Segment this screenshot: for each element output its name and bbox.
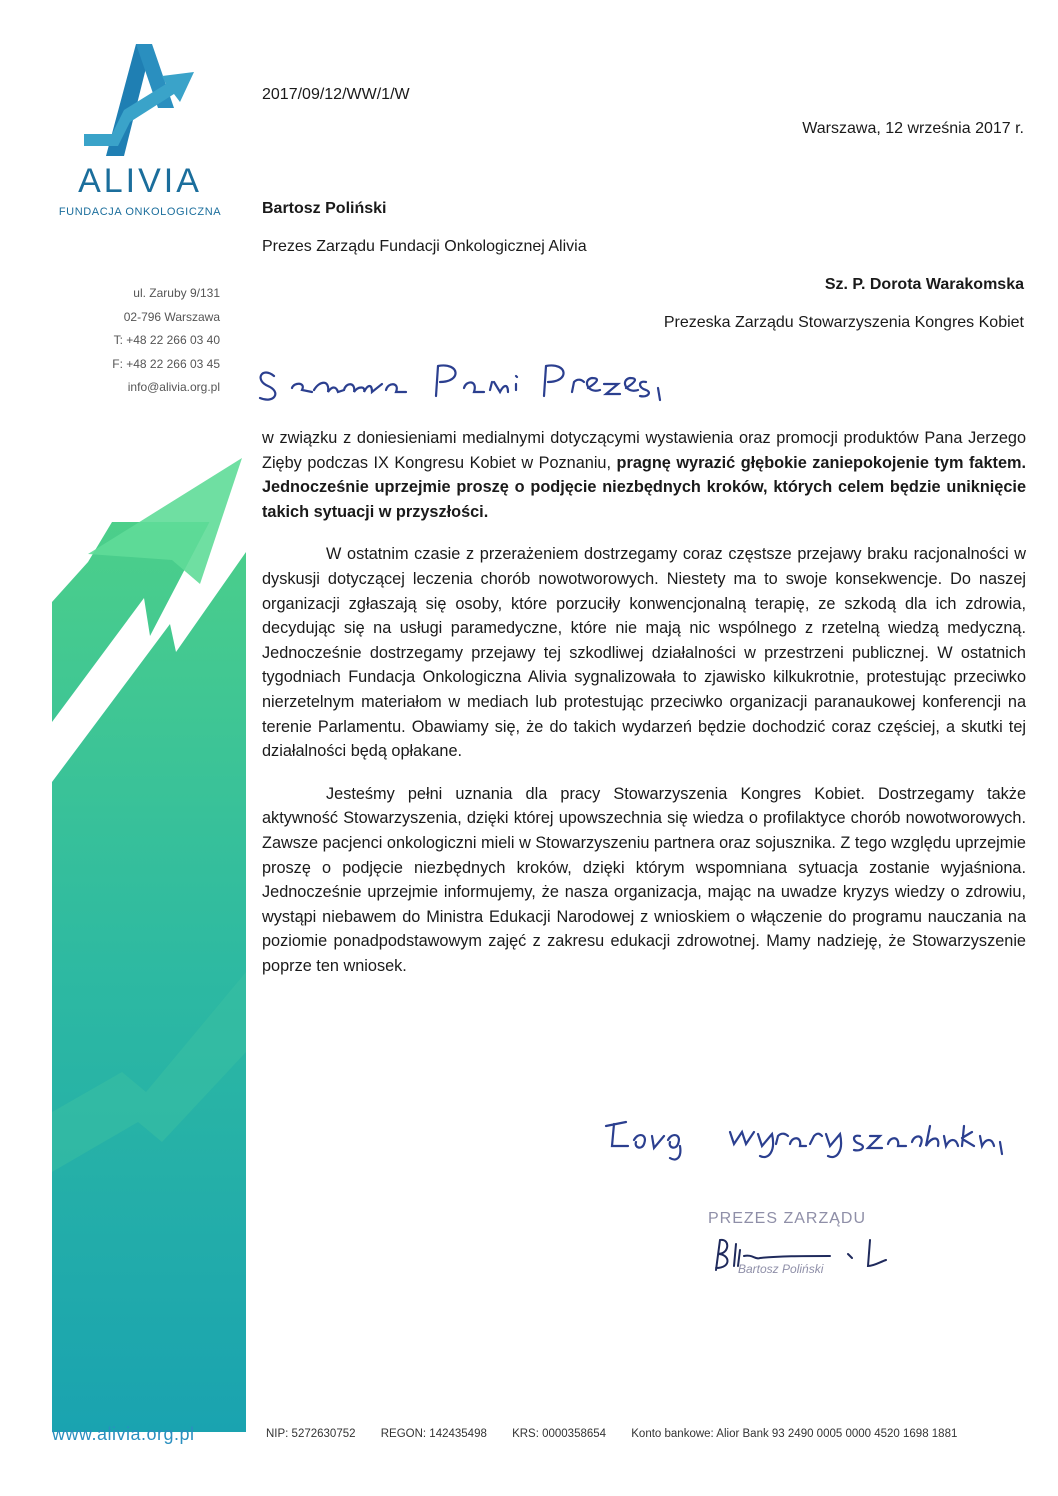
address-phone: T: +48 22 266 03 40 (113, 333, 220, 347)
paragraph-1 (262, 426, 1026, 524)
paragraph-1-bold: pragnę wyrazić głębokie zaniepokojenie tym faktem. Jednocześnie uprzejmie proszę o podjęcie niezbędnych kroków, których celem będzie uniknięcie takich sytuacji w przyszłości. (262, 453, 1026, 521)
footer-regon: REGON: 142435498 (380, 1428, 487, 1440)
address-fax: F: +48 22 266 03 45 (112, 356, 220, 371)
brand-subtitle: FUNDACJA ONKOLOGICZNA (58, 206, 222, 218)
footer-krs: KRS: 0000358654 (512, 1428, 607, 1440)
stamp-title: PREZES ZARZĄDU (708, 1210, 867, 1227)
address-block (112, 282, 220, 400)
letter-body (262, 426, 1026, 996)
recipient-name: Sz. P. Dorota Warakomska (824, 276, 1024, 293)
letter-date: Warszawa, 12 września 2017 r. (802, 120, 1024, 137)
sender-role: Prezes Zarządu Fundacji Onkologicznej Alivia (262, 238, 587, 255)
address-email[interactable]: info@alivia.org.pl (127, 380, 220, 394)
paragraph-3: Jesteśmy pełni uznania dla pracy Stowarzyszenia Kongres Kobiet. Dostrzegamy także aktywność Stowarzyszenia, dzięki której upowszechnia się wiedza o profilaktyce chorób nowotworowych. Zawsze pacjenci onkologiczni mieli w Stowarzyszeniu partnera oraz sojusznika. Z tego względu uprzejmie proszę o podjęcie niezbędnych kroków, dzięki którym wspomniana sytuacja zostanie wyjaśniona. Jednocześnie uprzejmie informujemy, że nasza organizacja, mając na uwadze kryzys wiedzy o zdrowiu, wystąpi niebawem do Ministra Edukacji Narodowej z wnioskiem o włączenie do programu nauczania na poziomie ponadpodstawowym zajęć z zakresu edukacji zdrowotnej. Mamy nadzieję, że Stowarzyszenie poprze ten wniosek. (262, 784, 1026, 975)
footer (266, 1428, 979, 1440)
footer-nip: NIP: 5272630752 (266, 1428, 356, 1440)
handwritten-closing (600, 1106, 1010, 1166)
address-street: ul. Zaruby 9/131 (133, 286, 220, 300)
stamp-name: Bartosz Poliński (738, 1262, 824, 1276)
sender-name: Bartosz Poliński (262, 200, 387, 217)
address-city: 02-796 Warszawa (123, 309, 220, 324)
brand-name: ALIVIA (78, 162, 202, 200)
reference-number: 2017/09/12/WW/1/W (262, 86, 410, 103)
alivia-logo-icon (54, 38, 224, 158)
handwritten-greeting (254, 352, 694, 412)
paragraph-1-text: w związku z doniesieniami medialnymi dotyczącymi wystawienia oraz promocji produktów Pana Jerzego Zięby podczas IX Kongresu Kobiet w Poznaniu, (262, 429, 1026, 472)
decorative-stripe-arrows (52, 452, 246, 1432)
website-link[interactable]: www.alivia.org.pl (52, 1424, 195, 1444)
paragraph-2: W ostatnim czasie z przerażeniem dostrzegamy coraz częstsze przejawy braku racjonalności w dyskusji dotyczącej leczenia chorób nowotworowych. Niestety ma to swoje konsekwencje. Do naszej organizacji zgłaszają się osoby, które porzuciły konwencjonalną terapię, ze szkodą dla ich zdrowia, decydując się na usługi paramedyczne, które nie mają nic wspólnego z rzetelną wiedzą medyczną. Jednocześnie dostrzegamy przejawy tej szkodliwej działalności w przestrzeni publicznej. W ostatnich tygodniach Fundacja Onkologiczna Alivia sygnalizowała to zjawisko kilkukrotnie, protestując przeciwko nierzetelnym materiałom w mediach lub protestując przeciwko organizacji paranaukowej konferencji na terenie Parlamentu. Obawiamy się, że do takich wydarzeń będzie dochodzić coraz częściej, a skutki tej działalności będą opłakane. (262, 545, 1026, 761)
recipient-role: Prezeska Zarządu Stowarzyszenia Kongres Kobiet (663, 314, 1024, 331)
footer-bank: Konto bankowe: Alior Bank 93 2490 0005 0000 4520 1698 1881 (631, 1428, 958, 1440)
